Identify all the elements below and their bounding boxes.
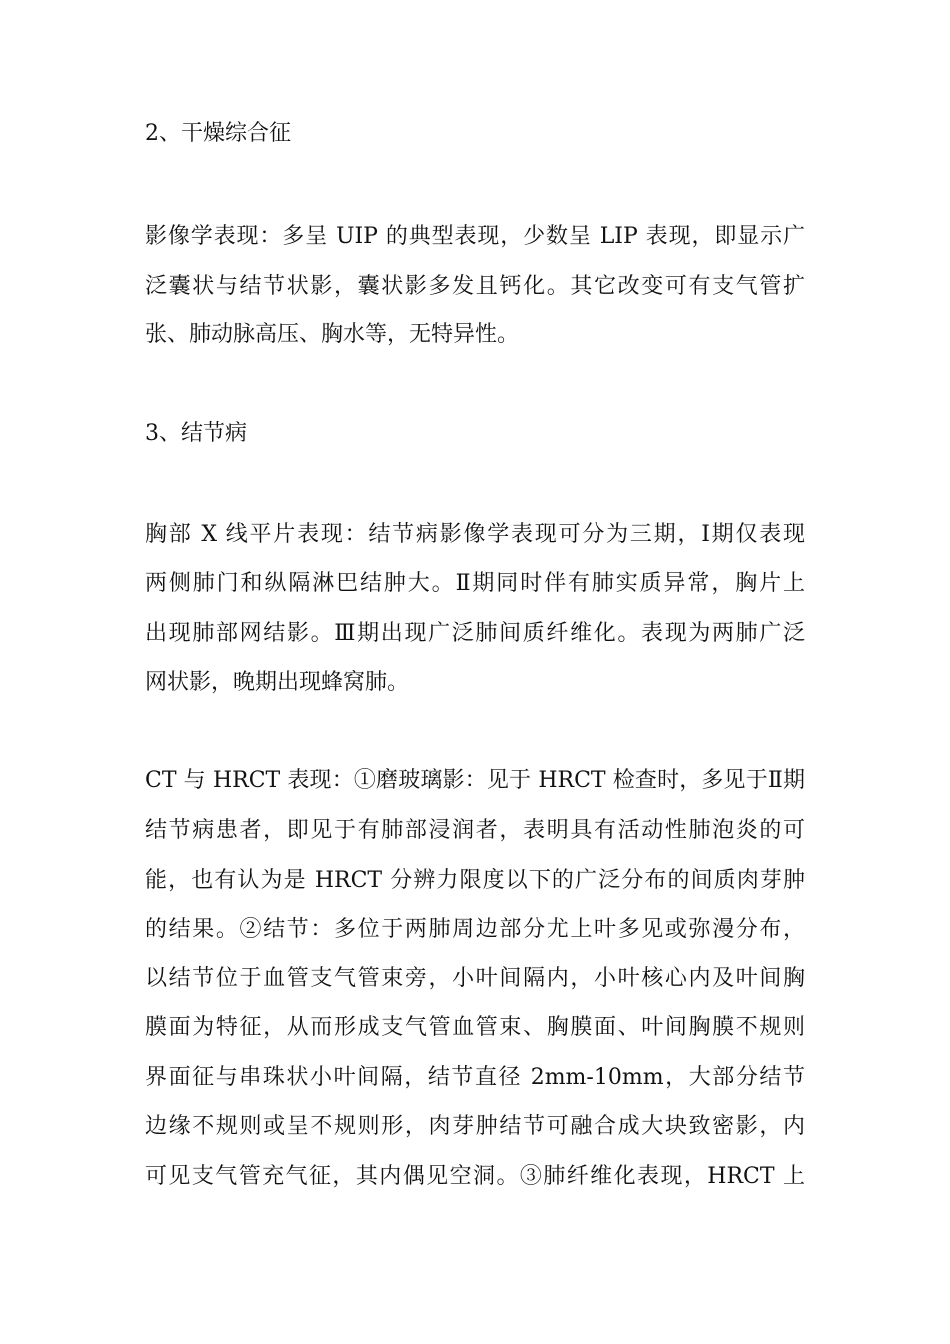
paragraph-line: CT 与 HRCT 表现：①磨玻璃影：见于 HRCT 检查时，多见于Ⅱ期 [145, 768, 805, 793]
paragraph-line: 出现肺部网结影。Ⅲ期出现广泛肺间质纤维化。表现为两肺广泛 [145, 621, 805, 646]
paragraph-line: 结节病患者，即见于有肺部浸润者，表明具有活动性肺泡炎的可 [145, 818, 805, 843]
paragraph-line: 网状影，晚期出现蜂窝肺。 [145, 670, 410, 695]
section-heading-sarcoidosis: 3、结节病 [145, 421, 247, 446]
paragraph-line: 的结果。②结节：多位于两肺周边部分尤上叶多见或弥漫分布， [145, 917, 805, 942]
paragraph-line: 影像学表现：多呈 UIP 的典型表现，少数呈 LIP 表现，即显示广 [145, 224, 805, 249]
section-heading-sjogren: 2、干燥综合征 [145, 121, 291, 146]
paragraph-line: 可见支气管充气征，其内偶见空洞。③肺纤维化表现，HRCT 上 [145, 1164, 805, 1189]
paragraph-line: 能，也有认为是 HRCT 分辨力限度以下的广泛分布的间质肉芽肿 [145, 868, 805, 893]
paragraph-line: 膜面为特征，从而形成支气管血管束、胸膜面、叶间胸膜不规则 [145, 1015, 805, 1040]
paragraph-line: 界面征与串珠状小叶间隔，结节直径 2mm-10mm，大部分结节 [145, 1065, 805, 1090]
paragraph-line: 胸部 X 线平片表现：结节病影像学表现可分为三期，Ⅰ期仅表现 [145, 522, 805, 547]
paragraph-line: 边缘不规则或呈不规则形，肉芽肿结节可融合成大块致密影，内 [145, 1114, 805, 1139]
paragraph-line: 两侧肺门和纵隔淋巴结肿大。Ⅱ期同时伴有肺实质异常，胸片上 [145, 571, 805, 596]
paragraph-line: 张、肺动脉高压、胸水等，无特异性。 [145, 322, 520, 347]
paragraph-line: 以结节位于血管支气管束旁，小叶间隔内，小叶核心内及叶间胸 [145, 966, 805, 991]
paragraph-line: 泛囊状与结节状影，囊状影多发且钙化。其它改变可有支气管扩 [145, 274, 805, 299]
